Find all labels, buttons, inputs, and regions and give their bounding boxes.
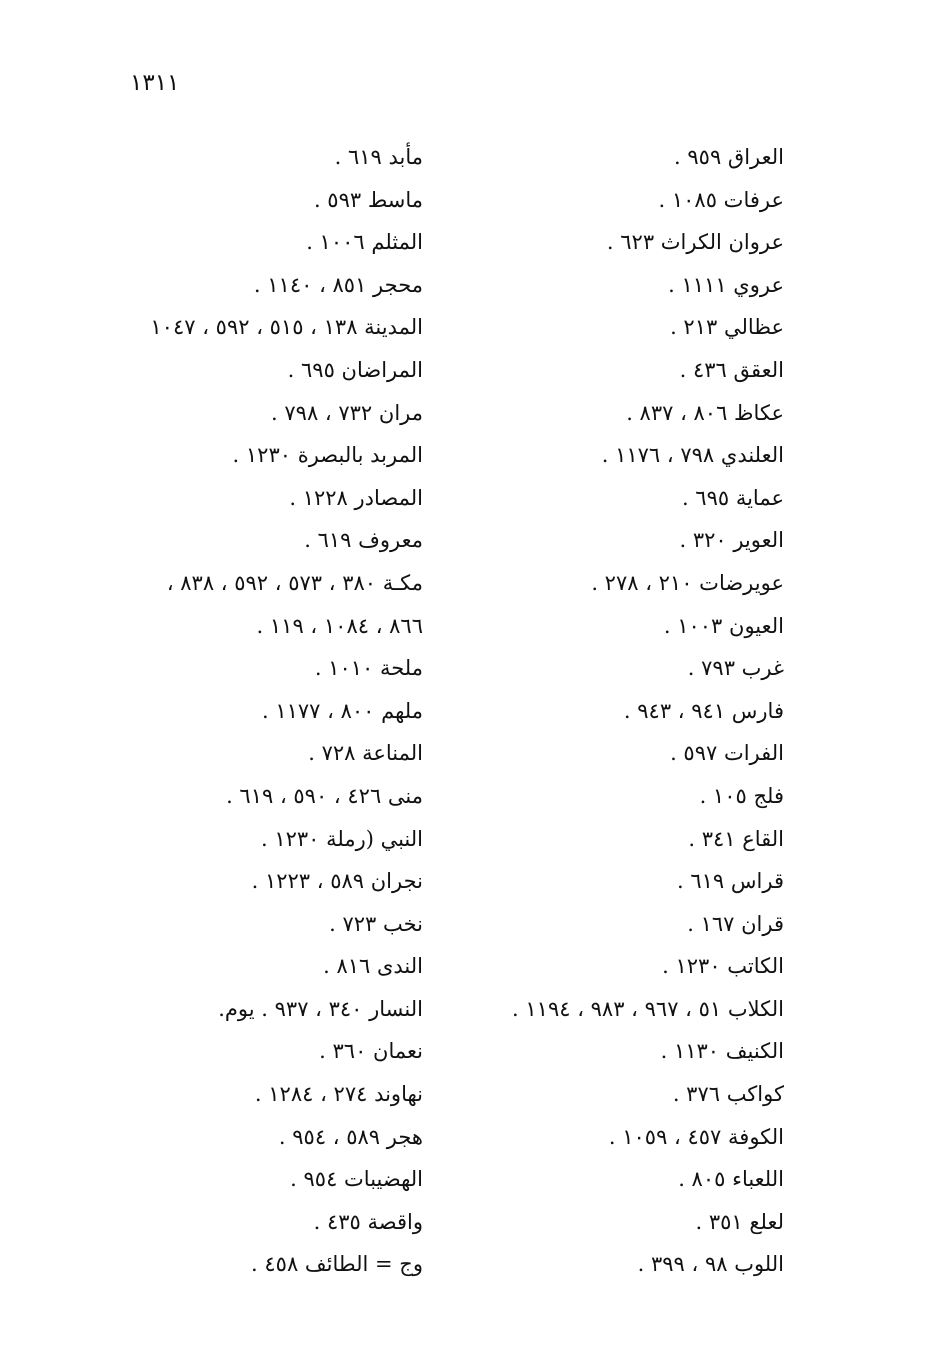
index-entry: عروي ١١١١ . (668, 272, 784, 297)
index-entry: نخب ٧٢٣ . (329, 911, 423, 936)
index-entry: العراق ٩٥٩ . (674, 145, 784, 169)
index-entry: المصادر ١٢٢٨ . (289, 485, 423, 510)
index-entry: النبي (رملة ١٢٣٠ . (260, 826, 423, 851)
index-entry: قراس ٦١٩ . (677, 869, 784, 894)
index-entry: محجر ٨٥١ ، ١١٤٠ . (253, 272, 423, 297)
index-entry: فارس ٩٤١ ، ٩٤٣ . (623, 698, 784, 723)
index-entry: عويرضات ٢١٠ ، ٢٧٨ . (591, 570, 784, 595)
index-entry: غرب ٧٩٣ . (687, 656, 784, 681)
index-entry: عماية ٦٩٥ . (681, 485, 784, 510)
index-entry: المدينة ١٣٨ ، ٥١٥ ، ٥٩٢ ، ١٠٤٧ (150, 315, 423, 340)
index-entry: مكـة ٣٨٠ ، ٥٧٣ ، ٥٩٢ ، ٨٣٨ ، (166, 570, 423, 595)
index-entry: معروف ٦١٩ . (304, 528, 423, 553)
index-entry: عظالي ٢١٣ . (670, 315, 784, 340)
index-entry: المثلم ١٠٠٦ . (306, 230, 423, 255)
index-entry: ملهم ٨٠٠ ، ١١٧٧ . (261, 698, 423, 723)
index-entry: نعمان ٣٦٠ . (319, 1039, 423, 1064)
index-entry: ٨٦٦ ، ١٠٨٤ ، ١١٩ . (256, 613, 423, 638)
index-entry: منى ٤٢٦ ، ٥٩٠ ، ٦١٩ . (226, 783, 423, 808)
index-entry: اللوب ٩٨ ، ٣٩٩ . (637, 1252, 784, 1277)
index-entry: نجران ٥٨٩ ، ١٢٢٣ . (251, 869, 423, 894)
index-entry: قران ١٦٧ . (687, 911, 784, 936)
page-number: ١٣١١ (130, 70, 180, 96)
index-entry: عروان الكراث ٦٢٣ . (606, 230, 784, 255)
index-entry: هجر ٥٨٩ ، ٩٥٤ . (278, 1124, 423, 1149)
index-entry: وج = الطائف ٤٥٨ . (251, 1252, 423, 1277)
index-entry: العيون ١٠٠٣ . (663, 613, 784, 638)
index-entry: الكلاب ٥١ ، ٩٦٧ ، ٩٨٣ ، ١١٩٤ . (512, 996, 784, 1021)
index-entry: فلج ١٠٥ . (699, 783, 784, 808)
index-entry: القاع ٣٤١ . (688, 826, 784, 851)
index-entry: العقق ٤٣٦ . (679, 357, 784, 382)
index-entry: الفرات ٥٩٧ . (670, 741, 784, 766)
index-entry: العلندي ٧٩٨ ، ١١٧٦ . (601, 443, 784, 468)
index-entry: العوير ٣٢٠ . (679, 528, 784, 553)
index-entry: الكوفة ٤٥٧ ، ١٠٥٩ . (608, 1124, 784, 1149)
index-entry: عرفات ١٠٨٥ . (658, 187, 784, 212)
index-entry: الكنيف ١١٣٠ . (660, 1039, 784, 1064)
index-entry: ملحة ١٠١٠ . (314, 656, 423, 681)
index-entry: المراضان ٦٩٥ . (287, 357, 423, 382)
index-entry: عكاظ ٨٠٦ ، ٨٣٧ . (626, 400, 784, 425)
index-entry: مران ٧٣٢ ، ٧٩٨ . (271, 400, 423, 425)
index-entry: الندى ٨١٦ . (323, 954, 423, 979)
index-column-right (364, 136, 784, 1286)
index-entry: لعلع ٣٥١ . (695, 1209, 784, 1234)
index-entry: الكاتب ١٢٣٠ . (662, 954, 784, 979)
index-entry: المناعة ٧٢٨ . (308, 741, 423, 766)
index-entry: النسار ٣٤٠ ، ٩٣٧ . يوم. (218, 996, 423, 1021)
index-entry: واقصة ٤٣٥ . (313, 1209, 423, 1234)
index-entry: الهضيبات ٩٥٤ . (290, 1167, 423, 1192)
index-entry: كواكب ٣٧٦ . (672, 1082, 784, 1107)
index-entry: ماسط ٥٩٣ . (313, 187, 423, 212)
index-entry: اللعباء ٨٠٥ . (678, 1167, 784, 1192)
index-entry: المربد بالبصرة ١٢٣٠ . (232, 443, 423, 468)
index-entry: نهاوند ٢٧٤ ، ١٢٨٤ . (254, 1082, 423, 1107)
index-entry: مأبد ٦١٩ . (334, 145, 423, 169)
index-column-left (3, 136, 423, 1286)
